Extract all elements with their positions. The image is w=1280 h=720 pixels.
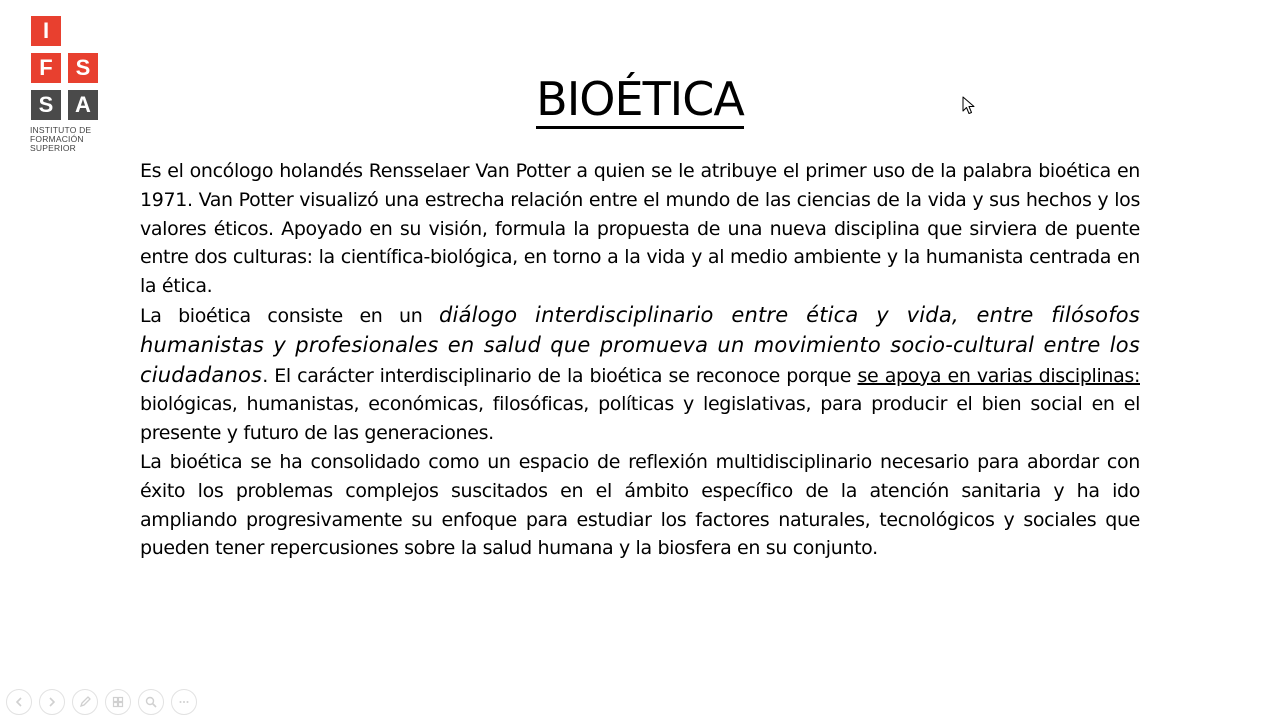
logo-letter: A [68,90,98,120]
paragraph-3: La bioética se ha consolidado como un espacio de reflexión multidisciplinario necesario para abordar con éxito los problemas complejos suscitados en el ámbito específico de la atención sanitaria y ha ido ampliando progresivamente su enfoque para estudiar los factores naturales, tecnológicos y sociales que pueden tener repercusiones sobre la salud humana y la biosfera en su conjunto. [140,450,1140,560]
paragraph-2-underlined: se apoya en varias disciplinas: [857,364,1140,387]
paragraph-2-middle: . El carácter interdisciplinario de la bioética se reconoce porque [262,364,858,387]
logo-caption-line: SUPERIOR [30,143,76,153]
logo-caption [30,126,102,153]
next-slide-button[interactable] [39,689,65,715]
presentation-toolbar [6,688,197,716]
logo-letter: S [68,53,98,83]
paragraph-2-start: La bioética consiste en un [140,304,439,327]
logo-letter: F [31,53,61,83]
logo-caption-line: FORMACIÓN [30,134,84,144]
paragraph-1: Es el oncólogo holandés Rensselaer Van Potter a quien se le atribuye el primer uso de la palabra bioética en 1971. Van Potter visualizó una estrecha relación entre el mundo de las ciencias de la vida y sus hechos y los valores éticos. Apoyado en su visión, formula la propuesta de una nueva disciplina que sirviera de puente entre dos culturas: la científica-biológica, en torno a la vida y al medio ambiente y la humanista centrada en la ética. [140,160,1140,298]
logo-caption-line: INSTITUTO DE [30,125,92,135]
pen-button[interactable] [72,689,98,715]
mouse-pointer-icon [962,96,976,116]
slide-title-text: BIOÉTICA [536,72,744,129]
logo-letter: S [31,90,61,120]
paragraph-2-end: biológicas, humanistas, económicas, filosóficas, políticas y legislativas, para producir el bien social en el presente y futuro de las generaciones. [140,393,1140,445]
logo-letter: I [31,16,61,46]
more-options-button[interactable] [171,689,197,715]
pen-icon [78,695,92,709]
paragraph-2 [140,301,1140,448]
paragraph-2-italic: diálogo interdisciplinario entre ética y vida, entre filósofos humanistas y profesionales en salud que promueva un movimiento socio-cultural entre los ciudadanos [140,302,1140,387]
previous-slide-icon [12,695,26,709]
slides-overview-icon [111,695,125,709]
previous-slide-button[interactable] [6,689,32,715]
slide-title [0,70,1280,128]
more-options-icon [177,695,191,709]
slides-overview-button[interactable] [105,689,131,715]
zoom-button[interactable] [138,689,164,715]
next-slide-icon [45,695,59,709]
zoom-icon [144,695,158,709]
slide-body [140,157,1140,563]
